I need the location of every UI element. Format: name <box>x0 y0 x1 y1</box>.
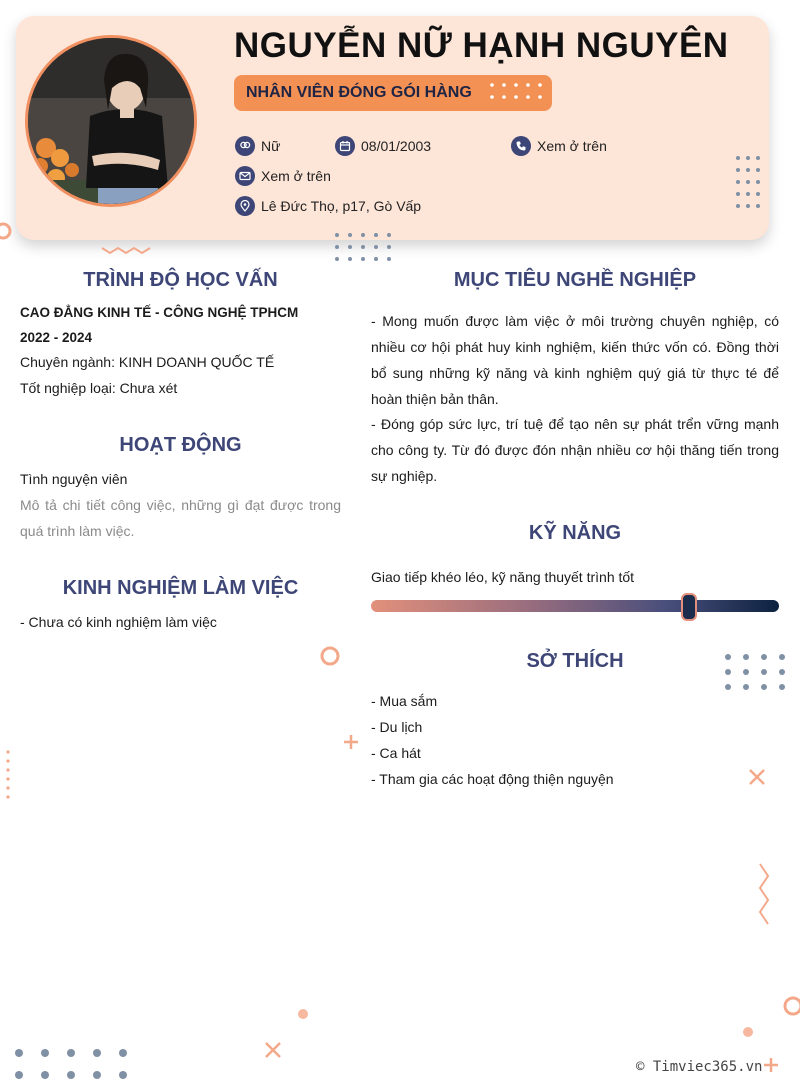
graduation-grade: Tốt nghiệp loại: Chưa xét <box>20 380 178 396</box>
hobby-item: - Du lịch <box>371 719 423 735</box>
phone-text: Xem ở trên <box>537 138 607 154</box>
hobby-item: - Tham gia các hoạt động thiện nguyện <box>371 771 614 787</box>
candidate-name: NGUYỄN NỮ HẠNH NGUYÊN <box>234 26 729 65</box>
hobby-item: - Mua sắm <box>371 693 438 709</box>
watermark: © Timviec365.vn <box>636 1059 763 1075</box>
major: Chuyên ngành: KINH DOANH QUỐC TẾ <box>20 354 275 370</box>
study-years: 2022 - 2024 <box>20 330 93 345</box>
email-text: Xem ở trên <box>261 168 331 184</box>
dot-grid-decoration <box>725 654 785 690</box>
hobby-item: - Ca hát <box>371 745 421 761</box>
dot-grid-decoration <box>736 156 760 208</box>
activity-role: Tình nguyện viên <box>20 471 128 487</box>
objective-paragraph-2: - Đóng góp sức lực, trí tuệ để tạo nên sự phát trển vững mạnh cho công ty. Từ đó được đón nhận nhiều cơ hội thăng tiến trong sự nghiệp. <box>371 416 779 484</box>
birthdate-text: 08/01/2003 <box>361 138 432 154</box>
education-heading: TRÌNH ĐỘ HỌC VẤN <box>83 269 278 291</box>
address-text: Lê Đức Thọ, p17, Gò Vấp <box>261 198 422 214</box>
experience-heading: KINH NGHIỆM LÀM VIỆC <box>62 577 299 599</box>
gender-text: Nữ <box>261 138 281 154</box>
job-title: NHÂN VIÊN ĐÓNG GÓI HÀNG <box>246 84 472 101</box>
activity-description: Mô tả chi tiết công việc, những gì đạt được trong quá trình làm việc. <box>20 497 341 539</box>
activities-heading: HOẠT ĐỘNG <box>119 434 242 456</box>
skill-name: Giao tiếp khéo léo, kỹ năng thuyết trình tốt <box>371 569 635 585</box>
school-name: CAO ĐẲNG KINH TẾ - CÔNG NGHỆ TPHCM <box>20 305 299 320</box>
hobbies-heading: SỞ THÍCH <box>526 650 624 672</box>
career-objective-heading: MỤC TIÊU NGHỀ NGHIỆP <box>453 269 697 291</box>
skills-heading: KỸ NĂNG <box>528 522 622 544</box>
dot-grid-decoration <box>15 1049 127 1079</box>
experience-content: - Chưa có kinh nghiệm làm việc <box>20 614 217 630</box>
dot-grid-decoration <box>335 233 391 261</box>
objective-paragraph-1: - Mong muốn được làm việc ở môi trường chuyên nghiệp, có nhiều cơ hội phát huy kinh nghiệm, kiến thức vốn có. Đồng thời bổ sung những kỹ năng và kinh nghiệm quý giá từ thực té để hoàn thiện bản thân. <box>371 313 779 407</box>
